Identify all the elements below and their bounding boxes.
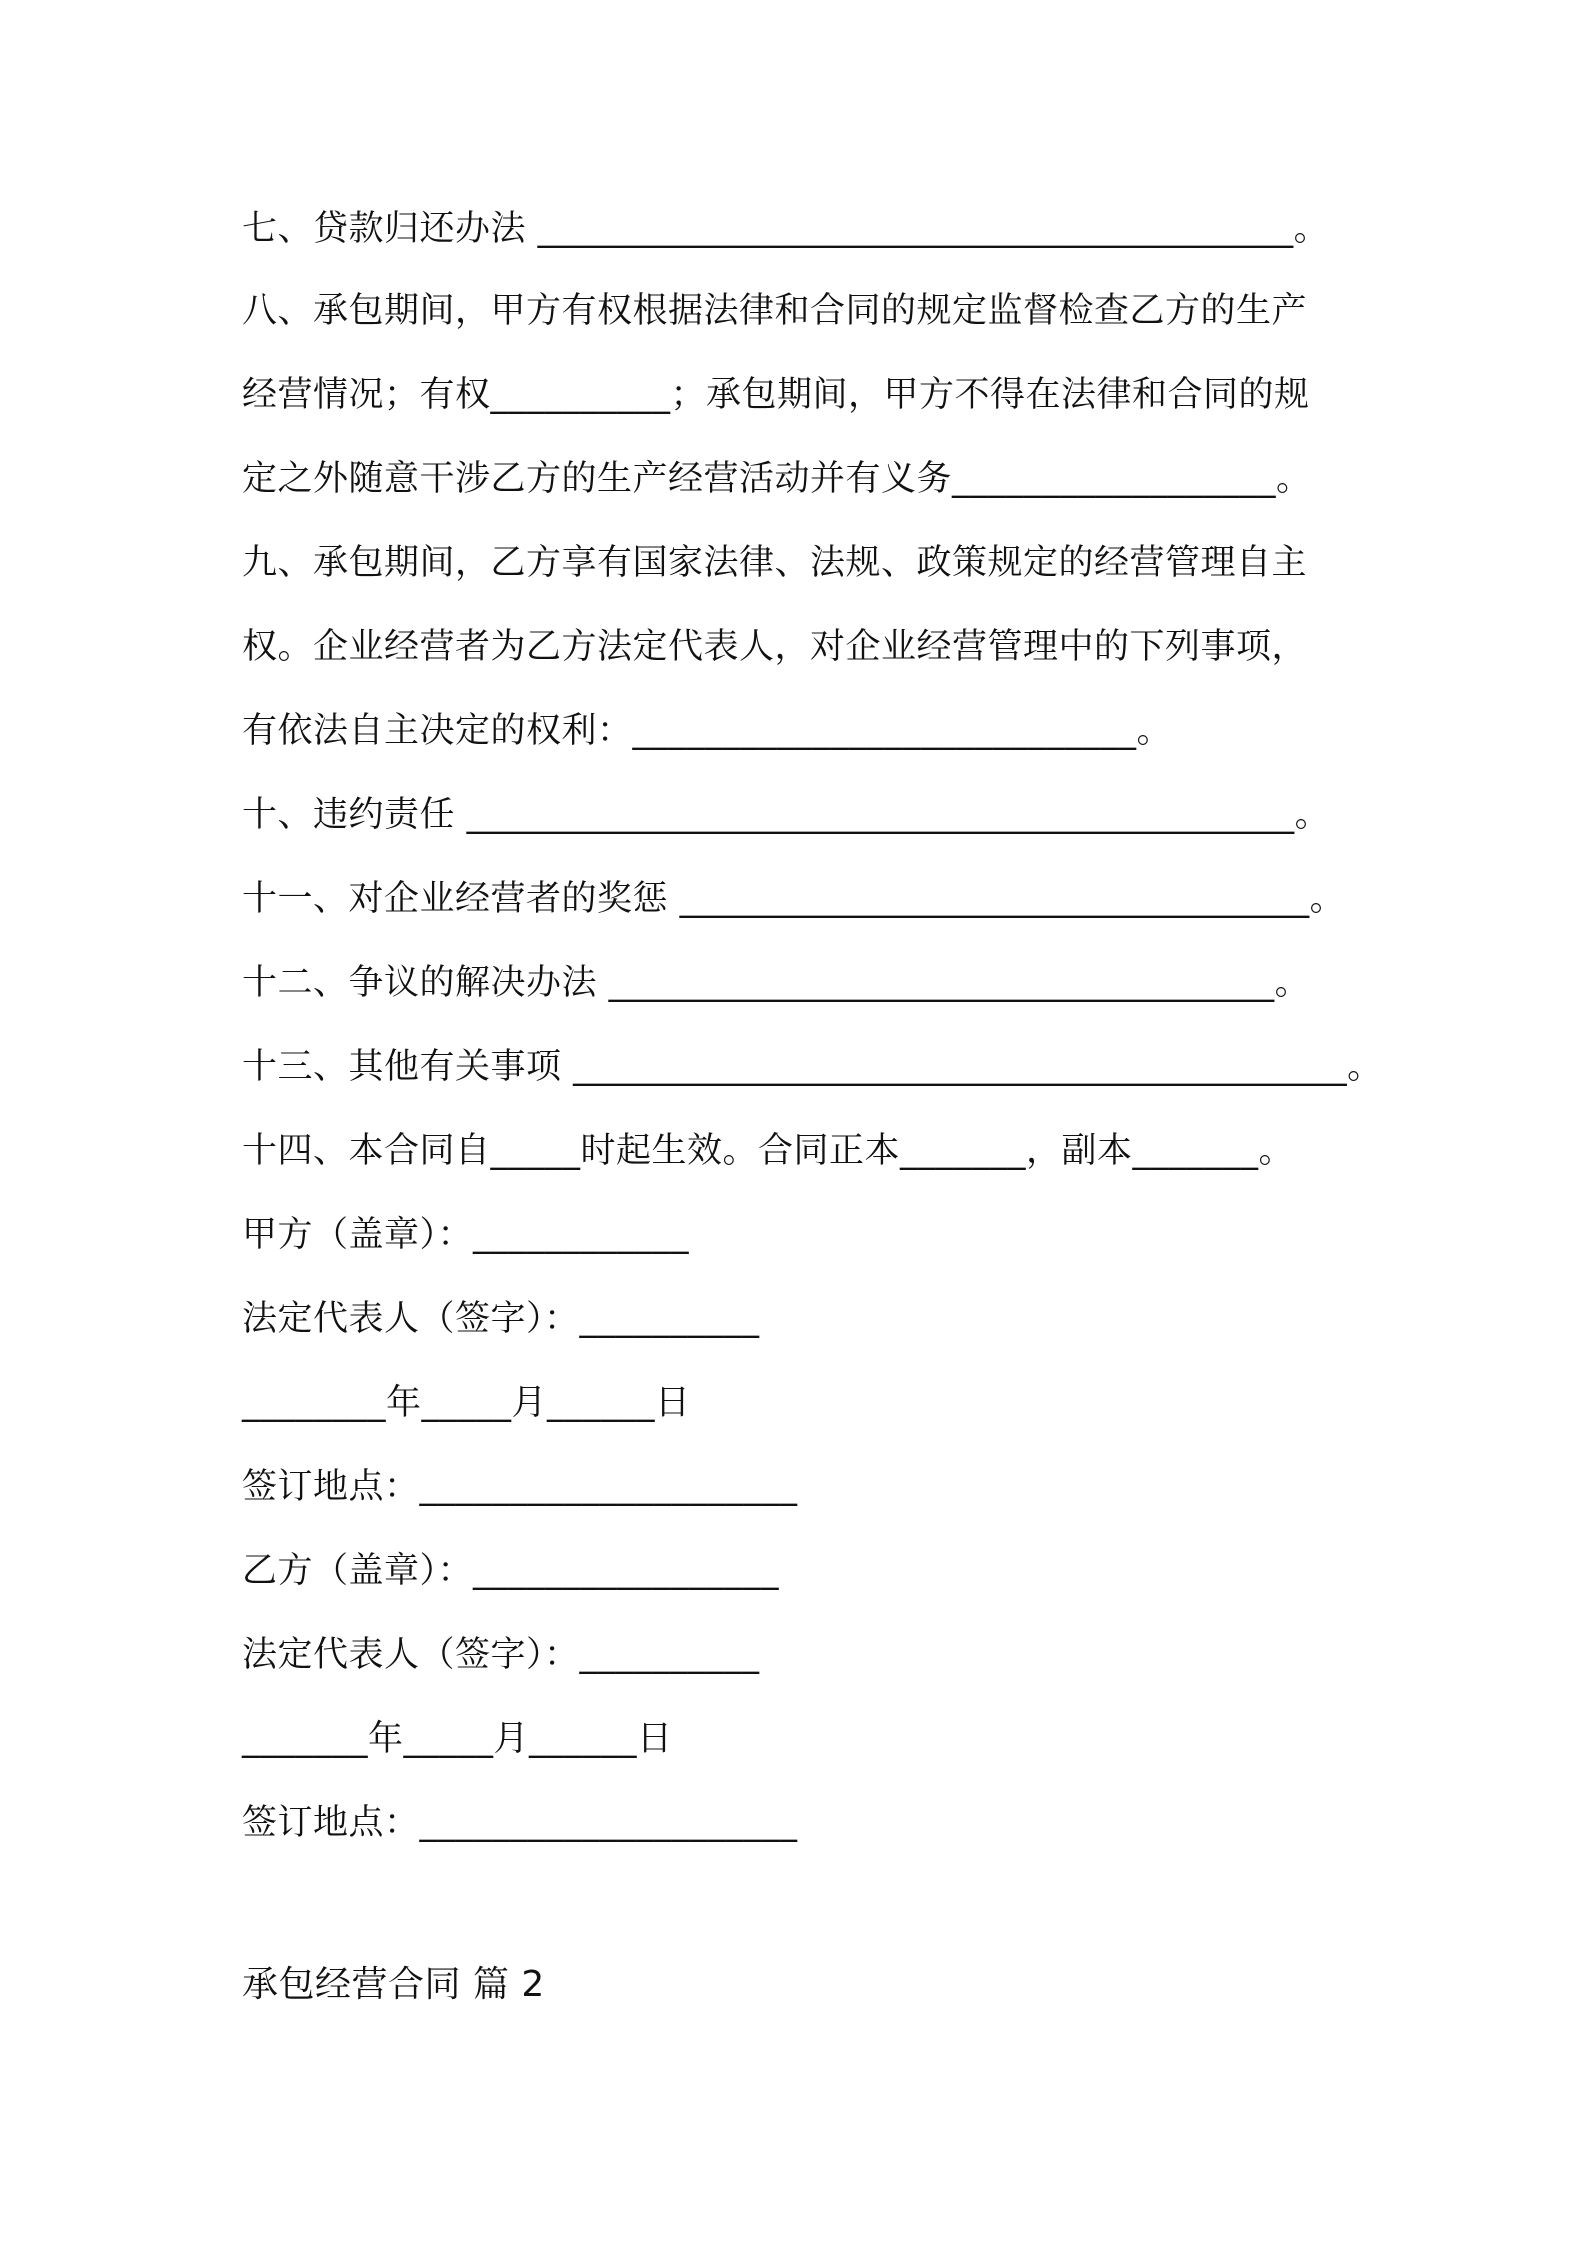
clause-12-dispute-resolution: 十二、争议的解决办法 _____________________________________。 bbox=[242, 963, 1311, 1003]
party-a-date: ________年_____月______日 bbox=[242, 1383, 691, 1423]
clause-14-effective-date: 十四、本合同自_____时起生效。合同正本_______，副本_______。 bbox=[242, 1131, 1295, 1171]
clause-9-line-3: 有依法自主决定的权利：____________________________。 bbox=[242, 711, 1173, 751]
party-b-signing-place: 签订地点：_____________________ bbox=[242, 1803, 798, 1843]
clause-10-breach-liability: 十、违约责任 ______________________________________________。 bbox=[242, 795, 1331, 835]
party-b-date: _______年_____月______日 bbox=[242, 1719, 673, 1759]
clause-8-line-1: 八、承包期间，甲方有权根据法律和合同的规定监督检查乙方的生产 bbox=[242, 291, 1308, 331]
clause-11-rewards-penalties: 十一、对企业经营者的奖惩 ___________________________________。 bbox=[242, 879, 1346, 919]
clause-8-line-2: 经营情况；有权__________；承包期间，甲方不得在法律和合同的规 bbox=[242, 375, 1310, 415]
clause-8-line-3: 定之外随意干涉乙方的生产经营活动并有义务__________________。 bbox=[242, 459, 1312, 499]
party-a-signing-place: 签订地点：_____________________ bbox=[242, 1467, 798, 1507]
party-b-representative-signature: 法定代表人（签字）：__________ bbox=[242, 1635, 760, 1675]
clause-9-line-1: 九、承包期间，乙方享有国家法律、法规、政策规定的经营管理自主 bbox=[242, 543, 1308, 583]
party-b-seal: 乙方（盖章）：_________________ bbox=[242, 1551, 780, 1591]
clause-13-other-matters: 十三、其他有关事项 ___________________________________________。 bbox=[242, 1047, 1383, 1087]
clause-9-line-2: 权。企业经营者为乙方法定代表人，对企业经营管理中的下列事项， bbox=[242, 627, 1308, 667]
party-a-representative-signature: 法定代表人（签字）：__________ bbox=[242, 1299, 760, 1339]
party-a-seal: 甲方（盖章）：____________ bbox=[242, 1215, 690, 1255]
section-title-part-2: 承包经营合同 篇 2 bbox=[242, 1964, 545, 2005]
clause-7-loan-repayment: 七、贷款归还办法 __________________________________________。 bbox=[242, 209, 1330, 249]
